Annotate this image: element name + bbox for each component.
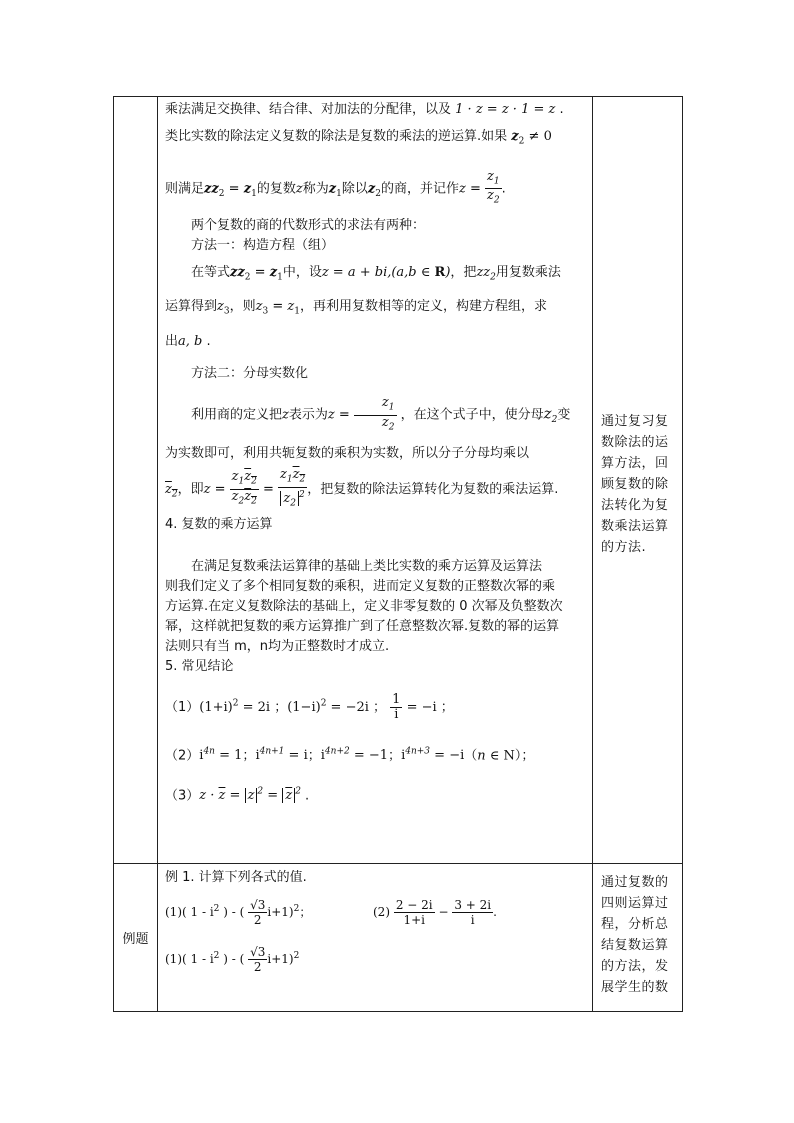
row1-side-text: 通过复习复数除法的运算方法，回顾复数的除法转化为复数乘法运算的方法.: [601, 413, 669, 555]
row2-side-text: 通过复数的四则运算过程，分析总结复数运算的方法，发展学生的数: [601, 875, 669, 995]
row1-side-cell: [593, 97, 683, 864]
line-8: 出a, b .: [165, 333, 211, 349]
line-2: 类比实数的除法定义复数的除法是复数的乘法的逆运算.如果 $z_2 \ne 0$: [165, 129, 552, 147]
line-16: 方运算.在定义复数除法的基础上，定义非零复数的 0 次幂及负整数次: [165, 598, 563, 614]
line-7: 运算得到$z_3$，则$z_3 = z_1$，再利用复数相等的定义，构建方程组，求: [165, 299, 547, 317]
lesson-table: [113, 96, 683, 1012]
line-4: 两个复数的商的代数形式的求法有两种：: [191, 217, 426, 233]
example-title: 例 1. 计算下列各式的值.: [165, 870, 307, 885]
line-10: 利用商的定义把z表示为z = $\frac{z_1}{z_2}$ ，在这个式子中，使分母$z_2$变: [191, 394, 571, 433]
line-18: 法则只有当 m，n均为正整数时才成立.: [165, 638, 390, 654]
line-15: 则我们定义了多个相同复数的乘积，进而定义复数的正整数次幂的乘: [165, 578, 556, 594]
row2-side-cell: [593, 864, 683, 1012]
line-13: 4. 复数的乘方运算: [165, 516, 273, 532]
line-6: 在等式$zz_2 = z_1$中，设z = a + bi,(a,b ∈ R)，把$zz_2$用复数乘法: [191, 264, 561, 283]
row1-label-cell: [114, 97, 158, 864]
example-items: (1)( $1 - i^2$ ) - ( $\frac{√3}{2}$ i+1)$^2$； (2) $\frac{2 - 2i}{1+i}$ − $\frac{3 + 2i}{i}$ .: [165, 898, 497, 927]
line-17: 幂，这样就把复数的乘方运算推广到了任意整数次幂.复数的幂的运算: [165, 618, 560, 634]
example-solution-1: (1)( $1 - i^2$ ) - ( $\frac{√3}{2}$ i+1)$^2$: [165, 945, 300, 974]
line-22: $(3)z \cdot \overline{z} = z$ $^2 = \overline{z}$ $^2$ .: [165, 787, 310, 804]
example-label: 例题: [122, 932, 149, 947]
line-3: 则满足$zz_2 = z_1$的复数z称为$z_1$除以$z_2$的商，并记作z = $\frac{z_1}{z_2}$ .: [165, 168, 506, 206]
line-11: 为实数即可，利用共轭复数的乘积为实数，所以分子分母均乘以: [165, 446, 530, 462]
row1-content-cell: [158, 97, 593, 864]
line-21: $(2)i^{4n} = 1$；$i^{4n+1} = i$；$i^{4n+2} = -1$；$i^{4n+3} = -i(n$ ∈ N）；: [165, 746, 535, 763]
line-12: $z_2$，即z = $\frac{z_1z_2}{z_2z_2}$ = $\frac{z_1z_2}{z_2^2}$ ，把复数的除法运算转化为复数的乘法运算.: [165, 467, 559, 509]
line-14: 在满足复数乘法运算律的基础上类比实数的乘方运算及运算法: [191, 558, 543, 574]
line-5: 方法一：构造方程（组）: [191, 237, 335, 253]
row2-label-cell: [114, 864, 158, 1012]
line-9: 方法二：分母实数化: [191, 365, 309, 381]
line-20: $(1)(1+i)^2 = 2i$ ；$(1-i)^2 = -2i$ ； $\frac{1}{i}$ = −i ；: [165, 691, 454, 722]
line-1: 乘法满足交换律、结合律、对加法的分配律，以及 1 · z = z · 1 = z .: [165, 102, 564, 117]
line-19: 5. 常见结论: [165, 658, 234, 674]
row2-content-cell: [158, 864, 593, 1012]
